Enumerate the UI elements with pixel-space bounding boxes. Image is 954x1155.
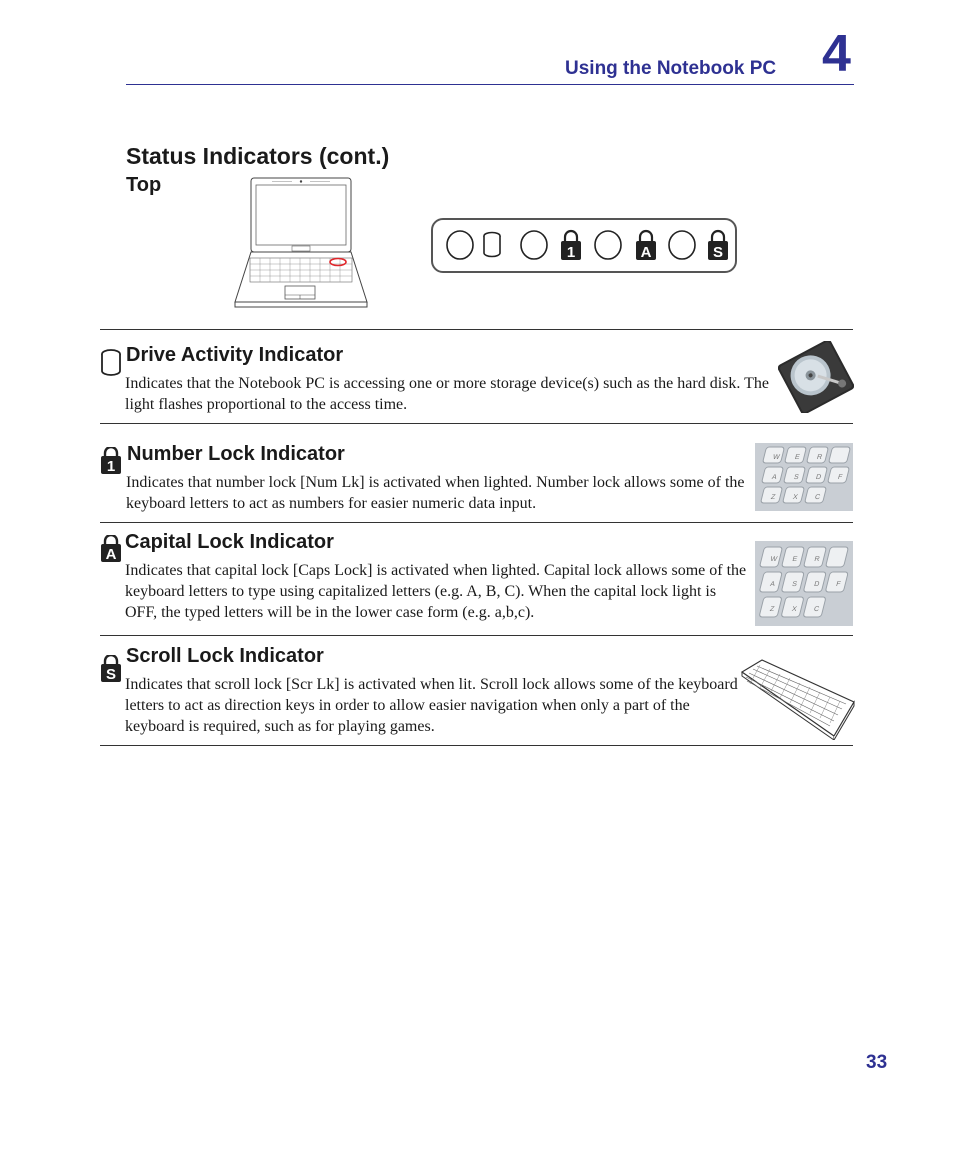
scroll-lock-glyph: S xyxy=(105,666,117,682)
page-number: 33 xyxy=(866,1052,888,1073)
section-title-drive-activity: Drive Activity Indicator xyxy=(126,344,344,366)
header-rule xyxy=(126,84,854,85)
key-letter: D xyxy=(813,580,821,588)
keyboard-keys-image xyxy=(755,443,853,511)
key-letter: C xyxy=(813,605,821,613)
key-letter: X xyxy=(792,493,799,501)
scroll-lock-icon xyxy=(708,231,728,261)
section-body-drive-activity: Indicates that the Notebook PC is accessing one or more storage device(s) such as the hard disk. The light flashes proportional to the access time. xyxy=(125,375,769,413)
led-icon xyxy=(669,231,695,259)
key-letter: S xyxy=(791,580,798,588)
section-divider xyxy=(100,635,853,636)
led-icon xyxy=(595,231,621,259)
caps-lock-glyph: A xyxy=(105,546,117,562)
num-lock-icon xyxy=(561,231,581,261)
chapter-number: 4 xyxy=(822,25,851,83)
key-letter: D xyxy=(815,473,823,481)
led-icon xyxy=(447,231,473,259)
num-lock-glyph: 1 xyxy=(566,244,576,261)
key-letter: E xyxy=(791,555,799,563)
section-divider xyxy=(100,522,853,523)
section-divider xyxy=(100,423,853,424)
led-icon xyxy=(521,231,547,259)
laptop-illustration xyxy=(232,176,370,312)
caps-lock-icon xyxy=(636,231,656,261)
caps-lock-icon xyxy=(100,535,122,562)
section-divider xyxy=(100,745,853,746)
drive-icon xyxy=(100,348,122,377)
section-divider xyxy=(100,329,853,330)
key-letter: A xyxy=(771,473,778,481)
key-letter: R xyxy=(816,453,824,461)
section-body-capital-lock: Indicates that capital lock [Caps Lock] is activated when lighted. Capital lock allows some of the keyboard letters to type using capitalized letters (e.g. A, B, C). When the capital lock light is OFF, the typed letters will be in the lower case form (e.g. a,b,c). xyxy=(125,562,747,621)
scroll-lock-icon xyxy=(100,655,122,682)
key-letter: W xyxy=(772,453,781,461)
key-letter: S xyxy=(793,473,800,481)
key-letter: E xyxy=(794,453,801,461)
page-title: Status Indicators (cont.) xyxy=(126,143,390,169)
key-letter: A xyxy=(769,580,776,588)
num-lock-glyph: 1 xyxy=(106,458,116,474)
key-letter: W xyxy=(769,555,779,563)
key-letter: Z xyxy=(769,605,776,613)
key-letter: F xyxy=(837,473,844,481)
num-lock-icon xyxy=(100,447,122,474)
section-title-number-lock: Number Lock Indicator xyxy=(127,443,345,465)
key-letter: R xyxy=(813,555,821,563)
keyboard-keys-image xyxy=(755,541,853,626)
section-title-capital-lock: Capital Lock Indicator xyxy=(125,531,334,553)
drive-icon xyxy=(484,233,500,257)
section-title-scroll-lock: Scroll Lock Indicator xyxy=(126,645,324,667)
key-letter: F xyxy=(835,580,842,588)
scroll-lock-glyph: S xyxy=(712,244,724,261)
indicator-panel-icons xyxy=(440,226,730,264)
hard-drive-image xyxy=(778,341,854,413)
key-letter: X xyxy=(791,605,798,613)
running-header-title: Using the Notebook PC xyxy=(565,58,777,79)
page-subtitle: Top xyxy=(126,174,162,196)
section-body-scroll-lock: Indicates that scroll lock [Scr Lk] is activated when lit. Scroll lock allows some of the keyboard letters to act as direction keys in order to allow easier navigation when only a part of the keyboard is required, such as for playing games. xyxy=(125,676,738,735)
key-letter: Z xyxy=(770,493,777,501)
caps-lock-glyph: A xyxy=(640,244,652,261)
key-letter: C xyxy=(814,493,822,501)
section-body-number-lock: Indicates that number lock [Num Lk] is activated when lighted. Number lock allows some of the keyboard letters to act as numbers for easier numeric data input. xyxy=(126,474,745,512)
keyboard-image xyxy=(740,656,856,740)
